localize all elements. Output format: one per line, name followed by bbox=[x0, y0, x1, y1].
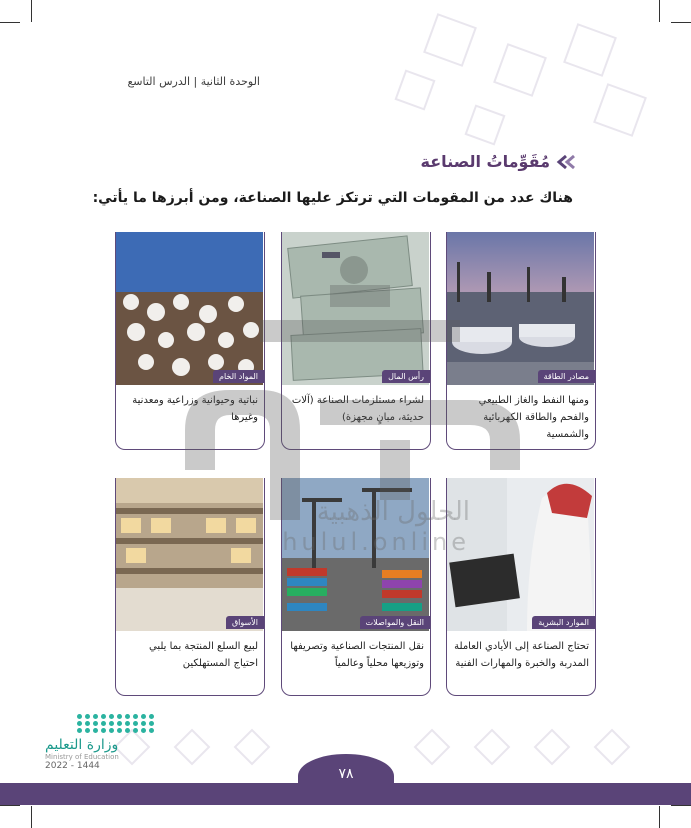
chevron-left-icon bbox=[556, 154, 576, 170]
card-raw-materials bbox=[115, 232, 265, 450]
refinery-image bbox=[447, 232, 594, 385]
money-image bbox=[282, 232, 429, 385]
crop-mark bbox=[671, 22, 691, 23]
worker-laptop-image bbox=[447, 478, 594, 631]
section-title: مُقَوِّماتُ الصناعة bbox=[420, 152, 550, 171]
ministry-name-ar: وزارة التعليم bbox=[45, 737, 119, 753]
card-energy bbox=[446, 232, 596, 450]
card-transport bbox=[281, 478, 431, 696]
card-label: رأس المال bbox=[382, 370, 430, 383]
edition-year: 2022 - 1444 bbox=[45, 761, 100, 771]
section-heading bbox=[421, 152, 576, 171]
card-label: الأسواق bbox=[226, 616, 264, 629]
card-label: المواد الخام bbox=[213, 370, 264, 383]
card-capital bbox=[281, 232, 431, 450]
crop-mark bbox=[0, 22, 20, 23]
crop-mark bbox=[31, 0, 32, 22]
ministry-logo bbox=[45, 714, 155, 771]
card-description: ومنها النفط والغاز الطبيعي والفحم والطاقة الكهربائية والشمسية bbox=[478, 395, 589, 440]
card-description: تحتاج الصناعة إلى الأيادي العاملة المدربة والخبرة والمهارات الفنية bbox=[454, 641, 589, 669]
card-markets bbox=[115, 478, 265, 696]
card-description: لبيع السلع المنتجة بما يلبي احتياج المستهلكين bbox=[148, 641, 258, 669]
crop-mark bbox=[671, 805, 691, 806]
card-label: مصادر الطاقة bbox=[538, 370, 595, 383]
mall-image bbox=[116, 478, 263, 631]
cotton-image bbox=[116, 232, 263, 385]
card-human-resources bbox=[446, 478, 596, 696]
breadcrumb: الوحدة الثانية | الدرس التاسع bbox=[127, 75, 260, 88]
card-label: النقل والمواصلات bbox=[360, 616, 430, 629]
crop-mark bbox=[0, 805, 20, 806]
port-image bbox=[282, 478, 429, 631]
intro-text: هناك عدد من المقومات التي ترتكز عليها الصناعة، ومن أبرزها ما يأتي: bbox=[92, 190, 573, 206]
card-description: نقل المنتجات الصناعية وتصريفها وتوزيعها محلياً وعالمياً bbox=[290, 641, 424, 669]
ministry-name-en: Ministry of Education bbox=[45, 753, 119, 761]
logo-dots-icon bbox=[77, 714, 155, 733]
card-description: نباتية وحيوانية وزراعية ومعدنية وغيرها bbox=[132, 395, 258, 423]
card-label: الموارد البشرية bbox=[532, 616, 595, 629]
svg-text:hulul.online: hulul.online bbox=[282, 528, 470, 556]
card-description: لشراء مستلزمات الصناعة (آلات حديثة، مبانٍ مجهزة) bbox=[291, 395, 424, 423]
crop-mark bbox=[31, 806, 32, 828]
page-number: ٧٨ bbox=[298, 754, 394, 798]
svg-text:الحلول الذهبية: الحلول الذهبية bbox=[316, 497, 470, 527]
crop-mark bbox=[659, 0, 660, 22]
crop-mark bbox=[659, 806, 660, 828]
